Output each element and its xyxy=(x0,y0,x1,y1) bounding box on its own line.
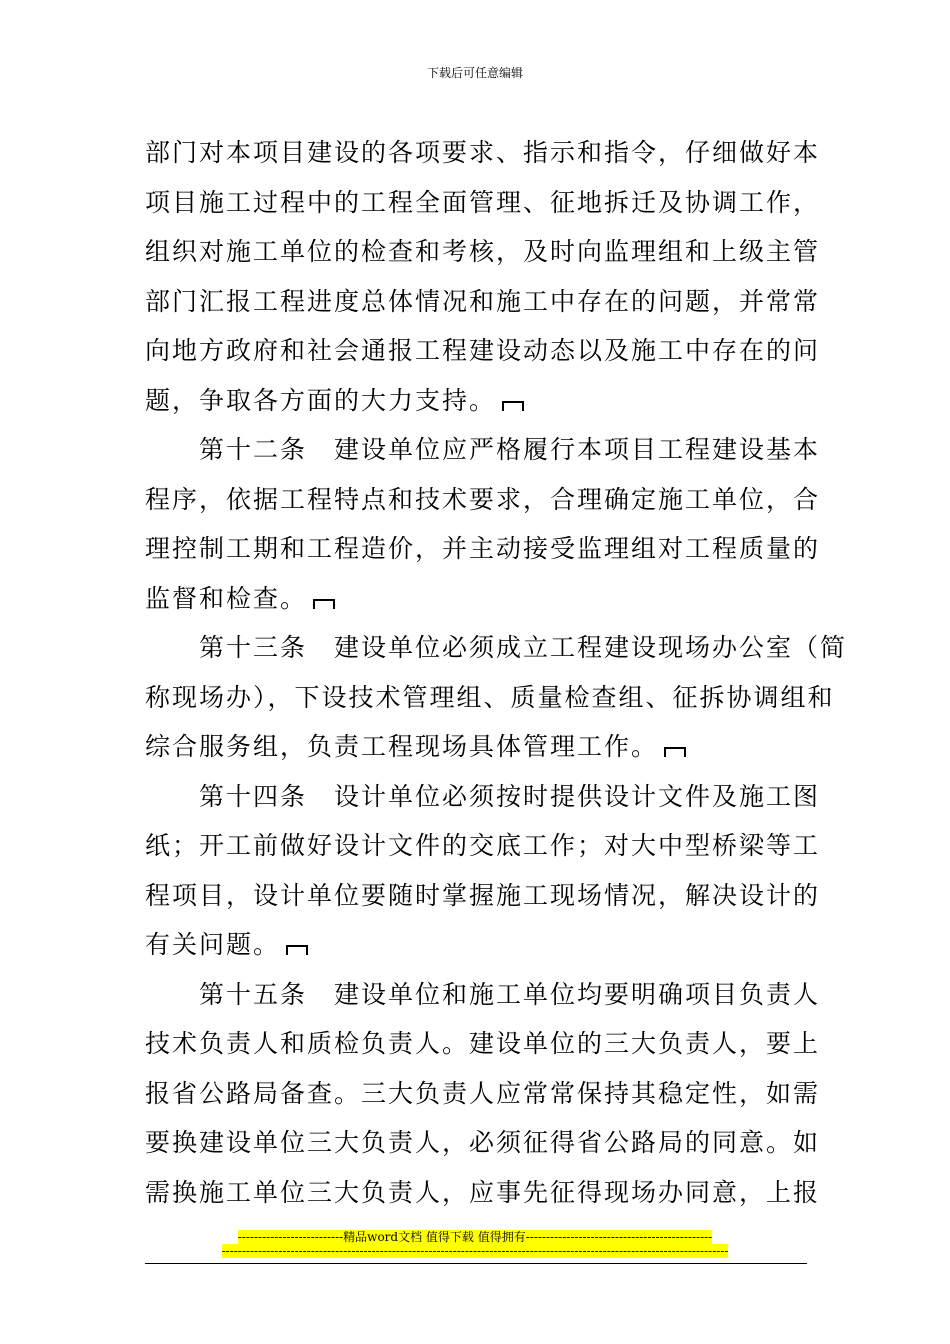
text-line xyxy=(145,920,808,970)
text-line-content: 题，争取各方面的大力支持。 xyxy=(145,385,497,415)
article-15 xyxy=(145,970,821,1218)
page-header: 下载后可任意编辑 xyxy=(426,66,523,80)
footer-banner-text: --------------------------精品word文档 值得下载 值得拥有---------------------------------------------- xyxy=(237,1230,713,1244)
footer-dash-text: ----------------------------------------------------------------------------------------------------------------------------- xyxy=(221,1244,729,1258)
paragraph-mark-icon xyxy=(502,401,524,411)
text-line xyxy=(145,574,808,624)
document-body xyxy=(145,128,848,1217)
footer-rule xyxy=(145,1263,807,1264)
paragraph-mark-icon xyxy=(286,945,308,955)
paragraph-mark-icon xyxy=(664,747,686,757)
text-line: 组织对施工单位的检查和考核，及时向监理组和上级主管 xyxy=(145,237,821,266)
text-line: 称现场办），下设技术管理组、质量检查组、征拆协调组和 xyxy=(145,682,835,712)
text-line: 部门对本项目建设的各项要求、指示和指令，仔细做好本 xyxy=(145,138,821,167)
article-14 xyxy=(145,772,821,970)
text-line: 程项目，设计单位要随时掌握施工现场情况，解决设计的 xyxy=(145,880,821,910)
text-line: 报省公路局备查。三大负责人应常常保持其稳定性，如需 xyxy=(145,1078,821,1108)
text-line: 需换施工单位三大负责人，应事先征得现场办同意，上报 xyxy=(145,1177,821,1207)
text-line: 技术负责人和质检负责人。建设单位的三大负责人，要上 xyxy=(145,1029,821,1058)
article-12 xyxy=(145,425,821,623)
text-line-content: 有关问题。 xyxy=(145,930,281,959)
footer-dash-line xyxy=(0,1245,950,1258)
text-line: 第十四条 设计单位必须按时提供设计文件及施工图 xyxy=(199,781,821,811)
text-line xyxy=(145,376,808,426)
text-line: 纸；开工前做好设计文件的交底工作；对大中型桥梁等工 xyxy=(145,831,821,860)
text-line-content: 综合服务组，负责工程现场具体管理工作。 xyxy=(145,732,659,761)
text-line: 程序，依据工程特点和技术要求，合理确定施工单位，合 xyxy=(145,484,821,514)
text-line: 第十三条 建设单位必须成立工程建设现场办公室（简 xyxy=(199,633,848,662)
footer-banner xyxy=(0,1231,950,1244)
text-line: 要换建设单位三大负责人，必须征得省公路局的同意。如 xyxy=(145,1128,821,1157)
article-13 xyxy=(145,623,848,772)
text-line: 第十二条 建设单位应严格履行本项目工程建设基本 xyxy=(199,435,821,464)
paragraph-mark-icon xyxy=(313,599,335,609)
text-line xyxy=(145,722,808,772)
text-line-content: 监督和检查。 xyxy=(145,583,308,613)
text-line: 理控制工期和工程造价，并主动接受监理组对工程质量的 xyxy=(145,534,821,563)
paragraph-continuation xyxy=(145,128,821,425)
text-line: 向地方政府和社会通报工程建设动态以及施工中存在的问 xyxy=(145,336,821,365)
text-line: 第十五条 建设单位和施工单位均要明确项目负责人 xyxy=(199,979,821,1009)
text-line: 项目施工过程中的工程全面管理、征地拆迁及协调工作， xyxy=(145,187,821,217)
text-line: 部门汇报工程进度总体情况和施工中存在的问题，并常常 xyxy=(145,286,821,316)
